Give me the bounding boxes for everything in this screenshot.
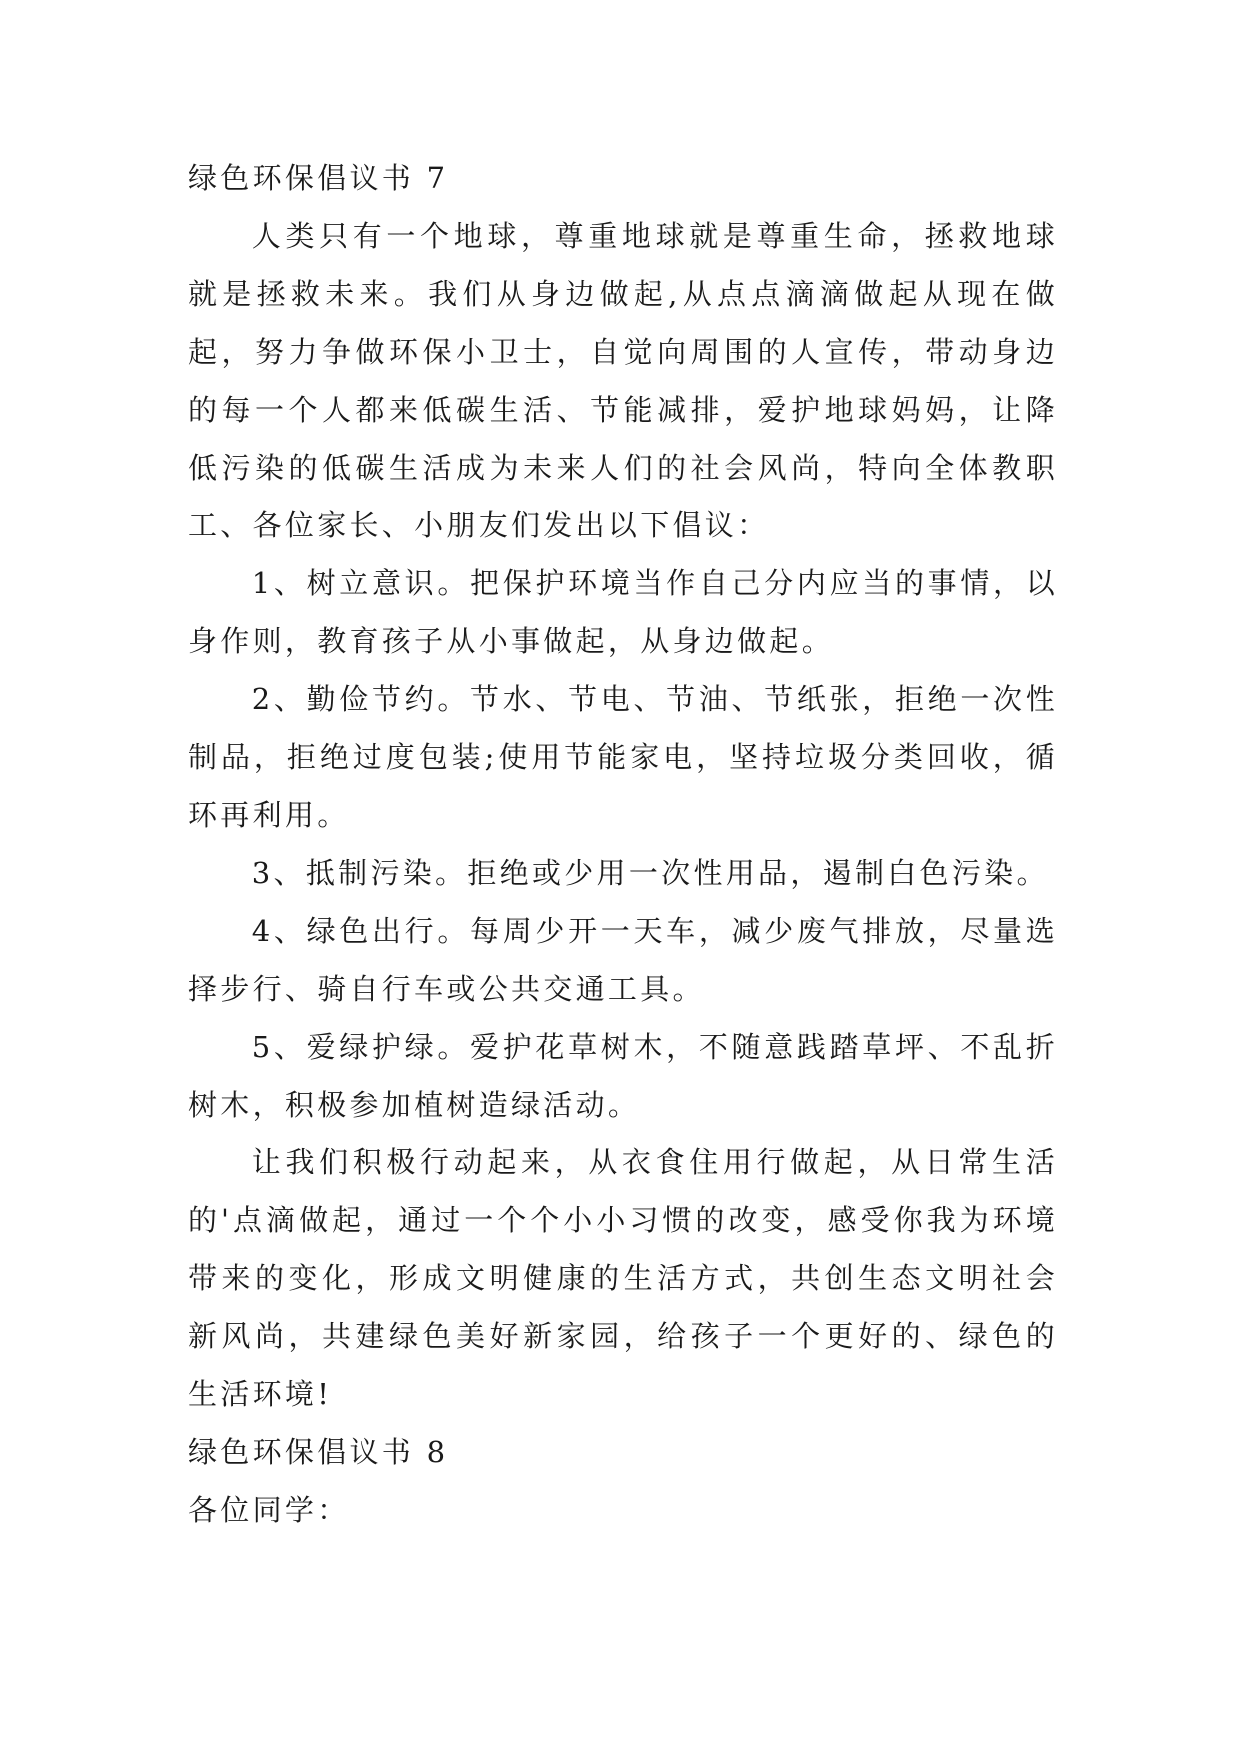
proposal-item-2: 2、勤俭节约。节水、节电、节油、节纸张，拒绝一次性制品，拒绝过度包装;使用节能家电，坚持垃圾分类回收，循环再利用。 — [188, 682, 1058, 832]
proposal-item-5: 5、爱绿护绿。爱护花草树木，不随意践踏草坪、不乱折树木，积极参加植树造绿活动。 — [188, 1029, 1058, 1122]
salutation: 各位同学： — [188, 1492, 350, 1527]
proposal-item-1: 1、树立意识。把保护环境当作自己分内应当的事情，以身作则，教育孩子从小事做起，从身边做起。 — [188, 566, 1058, 659]
proposal-item-4: 4、绿色出行。每周少开一天车，减少废气排放，尽量选择步行、骑自行车或公共交通工具。 — [188, 913, 1058, 1006]
closing-paragraph: 让我们积极行动起来，从衣食住用行做起，从日常生活的'点滴做起，通过一个个小小习惯的改变，感受你我为环境带来的变化，形成文明健康的生活方式，共创生态文明社会新风尚，共建绿色美好新家园，给孩子一个更好的、绿色的生活环境! — [188, 1145, 1058, 1412]
proposal-item-3: 3、抵制污染。拒绝或少用一次性用品，遏制白色污染。 — [251, 855, 1049, 890]
intro-paragraph: 人类只有一个地球，尊重地球就是尊重生命，拯救地球就是拯救未来。我们从身边做起,从点点滴滴做起从现在做起，努力争做环保小卫士，自觉向周围的人宣传，带动身边的每一个人都来低碳生活、节能减排，爱护地球妈妈，让降低污染的低碳生活成为未来人们的社会风尚，特向全体教职工、各位家长、小朋友们发出以下倡议： — [188, 218, 1058, 543]
section-heading-7: 绿色环保倡议书 7 — [188, 161, 449, 195]
document-body — [188, 150, 1058, 1540]
section-heading-8: 绿色环保倡议书 8 — [188, 1434, 449, 1469]
